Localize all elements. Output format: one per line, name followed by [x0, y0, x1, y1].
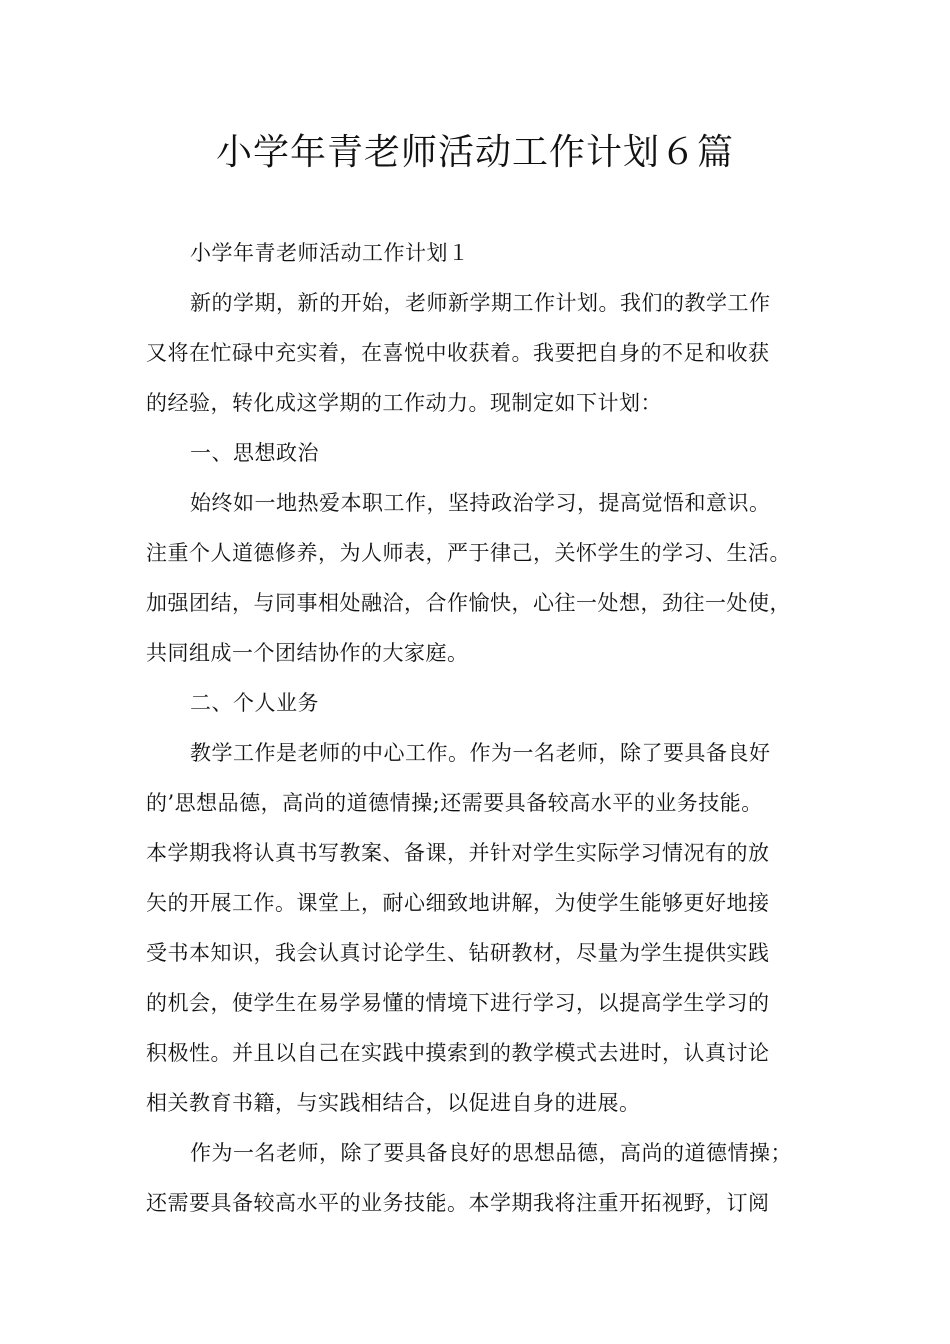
text-line: 积极性。并且以自己在实践中摸索到的教学模式去进时，认真讨论	[146, 1041, 770, 1065]
text-line: 新的学期，新的开始，老师新学期工作计划。我们的教学工作	[190, 291, 771, 315]
text-line: 本学期我将认真书写教案、备课，并针对学生实际学习情况有的放	[146, 841, 770, 865]
document-title: 小学年青老师活动工作计划６篇	[215, 132, 734, 173]
text-line: 相关教育书籍，与实践相结合，以促进自身的进展。	[146, 1091, 641, 1115]
text-line: 一、思想政治	[190, 441, 319, 465]
text-line: 矢的开展工作。课堂上，耐心细致地讲解，为使学生能够更好地接	[146, 891, 770, 915]
text-line: 始终如一地热爱本职工作，坚持政治学习，提高觉悟和意识。	[190, 491, 771, 515]
text-line: 还需要具备较高水平的业务技能。本学期我将注重开拓视野，订阅	[146, 1191, 770, 1215]
text-line: 小学年青老师活动工作计划１	[190, 241, 470, 265]
text-line: 共同组成一个团结协作的大家庭。	[146, 641, 469, 665]
text-line: 加强团结，与同事相处融洽，合作愉快，心往一处想，劲往一处使，	[146, 591, 791, 615]
text-line: 的机会，使学生在易学易懂的情境下进行学习，以提高学生学习的	[146, 991, 770, 1015]
text-line: 又将在忙碌中充实着，在喜悦中收获着。我要把自身的不足和收获	[146, 341, 770, 365]
text-line: 作为一名老师，除了要具备良好的思想品德，高尚的道德情操；	[190, 1141, 792, 1165]
document-body	[146, 228, 818, 1228]
text-line: 教学工作是老师的中心工作。作为一名老师，除了要具备良好	[190, 741, 771, 765]
text-line: 受书本知识，我会认真讨论学生、钻研教材，尽量为学生提供实践	[146, 941, 770, 965]
text-line: 注重个人道德修养，为人师表，严于律己，关怀学生的学习、生活。	[146, 541, 791, 565]
text-line: 的’思想品德，高尚的道德情操;还需要具备较高水平的业务技能。	[146, 791, 763, 815]
text-line: 二、个人业务	[190, 691, 319, 715]
text-line: 的经验，转化成这学期的工作动力。现制定如下计划：	[146, 391, 662, 415]
